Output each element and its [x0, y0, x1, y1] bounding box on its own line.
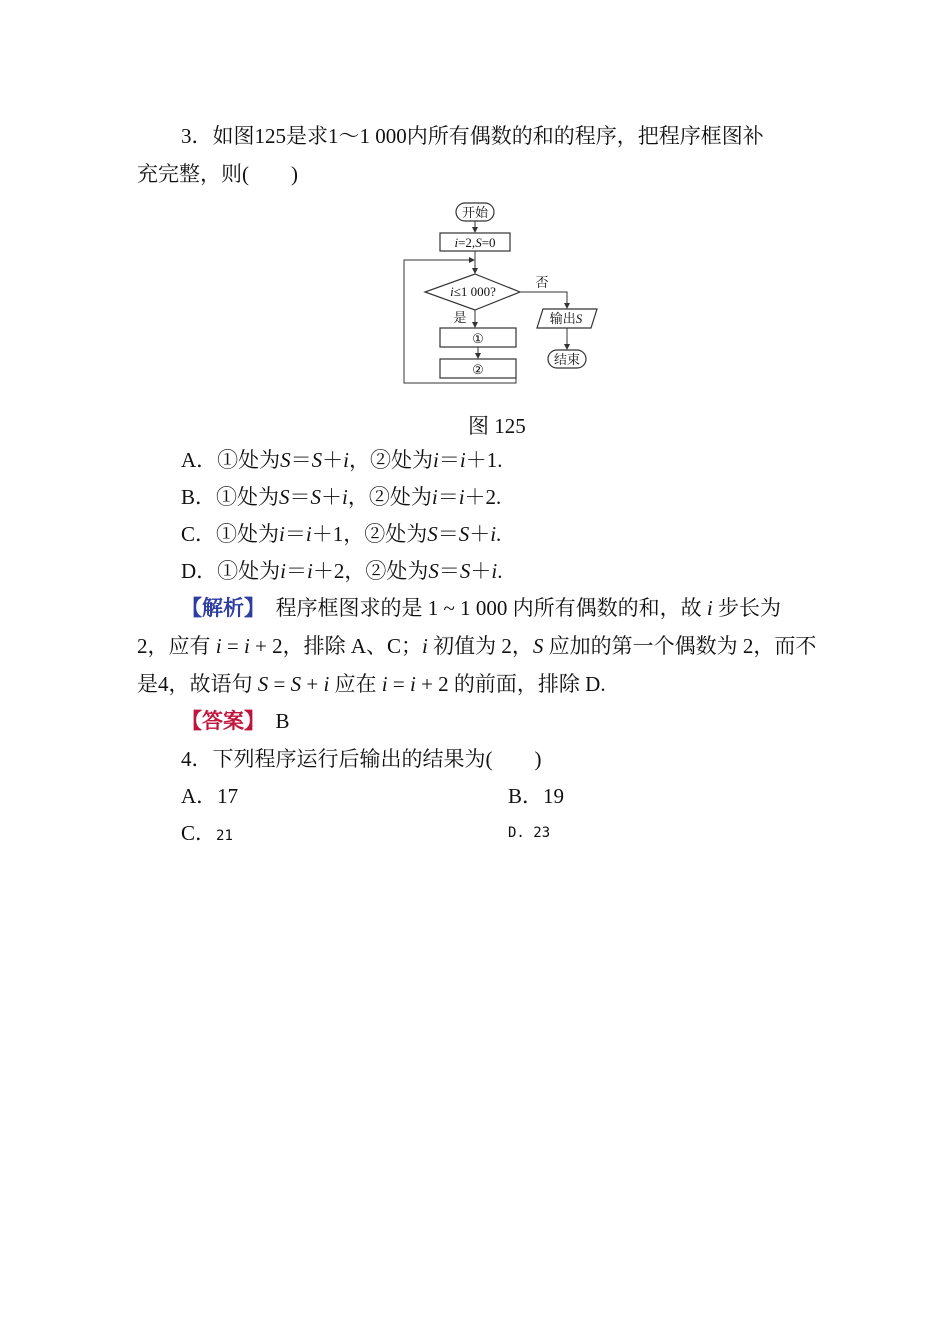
answer-line	[181, 708, 290, 734]
var: i	[307, 559, 313, 583]
option-text: ①处为	[217, 448, 281, 472]
var: S	[290, 672, 302, 696]
var: S	[427, 522, 438, 546]
analysis-text: 应加的第一个偶数为 2，而不	[543, 634, 817, 658]
analysis-line3	[137, 671, 606, 697]
option-text: ＋2，②处为	[312, 559, 429, 583]
op: ＝	[289, 485, 311, 509]
var: i	[433, 448, 439, 472]
var: i	[491, 559, 498, 583]
option-text: ①处为	[217, 559, 281, 583]
option-text: ＋1，②处为	[311, 522, 428, 546]
var: i	[280, 559, 287, 583]
q3-stem-line1: 3．如图125是求1～1 000内所有偶数的和的程序，把程序框图补	[181, 124, 764, 148]
yes-label: 是	[453, 310, 467, 325]
op: ＝	[284, 522, 306, 546]
var: i	[381, 672, 388, 696]
op: ＝	[286, 559, 308, 583]
op: .	[496, 522, 502, 546]
output-label: 输出S	[549, 311, 583, 326]
analysis-line1	[181, 595, 781, 621]
step1-label: ①	[472, 331, 484, 346]
var: i	[458, 485, 465, 509]
q4-option-c	[181, 820, 233, 849]
analysis-text: 应在	[329, 672, 382, 696]
flowchart	[400, 198, 610, 388]
var: i	[431, 485, 438, 509]
end-label: 结束	[553, 352, 581, 367]
option-letter: C．	[181, 821, 217, 845]
var: i	[459, 448, 466, 472]
analysis-text: + 2 的前面，排除 D.	[415, 672, 606, 696]
option-letter: A．	[181, 448, 218, 472]
var: S	[459, 559, 471, 583]
analysis-text: 初值为 2，	[427, 634, 533, 658]
var: S	[280, 448, 291, 472]
var: i	[343, 448, 350, 472]
answer-tag: 【答案】	[181, 709, 255, 733]
op: ＋	[321, 485, 343, 509]
option-letter: C．	[181, 522, 217, 546]
analysis-text: 2，应有	[137, 634, 216, 658]
var: i	[342, 485, 348, 509]
var: i	[243, 634, 250, 658]
op: ＝	[437, 522, 459, 546]
q3-stem-line2: 充完整，则( )	[137, 162, 298, 186]
analysis-text: 程序框图求的是 1 ~ 1 000 内所有偶数的和，故	[254, 596, 707, 620]
var: S	[279, 485, 290, 509]
analysis-text: 是4，故语句	[137, 672, 258, 696]
op: ＋	[469, 522, 491, 546]
op: ＝	[437, 485, 459, 509]
var: S	[311, 448, 323, 472]
op: ＋1.	[465, 448, 503, 472]
var: i	[323, 672, 330, 696]
analysis-tag: 【解析】	[181, 596, 255, 620]
option-text: ①处为	[216, 485, 280, 509]
var: i	[279, 522, 285, 546]
op: ＝	[290, 448, 312, 472]
q3-option-a	[181, 447, 502, 473]
op: ＝	[438, 559, 460, 583]
op: ＋	[470, 559, 492, 583]
var: S	[310, 485, 322, 509]
step2-label: ②	[472, 362, 484, 377]
q4-option-b: B．19	[508, 784, 565, 808]
init-label: i=2,S=0	[454, 235, 496, 250]
analysis-text: +	[301, 672, 324, 696]
var: S	[532, 634, 544, 658]
var: i	[409, 672, 416, 696]
var: i	[215, 634, 222, 658]
option-text: ，②处为	[349, 448, 434, 472]
analysis-text: + 2，排除 A、C；	[249, 634, 423, 658]
var: i	[706, 596, 713, 620]
var: i	[305, 522, 312, 546]
q4-option-a: A．17	[181, 784, 239, 808]
option-value: 21	[216, 828, 233, 844]
q3-option-c	[181, 521, 501, 547]
no-label: 否	[535, 275, 549, 290]
answer-value: B	[254, 709, 290, 733]
start-label: 开始	[461, 205, 489, 220]
op: .	[497, 559, 503, 583]
var: i	[490, 522, 497, 546]
figure-caption: 图 125	[468, 414, 526, 438]
option-text: ①处为	[216, 522, 280, 546]
arrow-no-branch	[520, 292, 567, 308]
var: S	[257, 672, 269, 696]
option-letter: B．	[181, 485, 217, 509]
var: S	[428, 559, 439, 583]
condition-label: i≤1 000?	[450, 284, 496, 299]
analysis-text: =	[268, 672, 291, 696]
option-letter: D．	[181, 559, 218, 583]
op: ＋	[322, 448, 344, 472]
var: i	[422, 634, 428, 658]
q3-option-d	[181, 558, 502, 584]
analysis-text: =	[221, 634, 244, 658]
analysis-text: 步长为	[712, 596, 781, 620]
q4-stem: 4．下列程序运行后输出的结果为( )	[181, 747, 542, 771]
op: ＝	[438, 448, 460, 472]
q4-option-d: D. 23	[508, 825, 551, 841]
q3-option-b	[181, 484, 501, 510]
op: ＋2.	[464, 485, 502, 509]
analysis-line2	[137, 633, 816, 659]
var: S	[458, 522, 470, 546]
option-text: ，②处为	[347, 485, 432, 509]
analysis-text: =	[387, 672, 410, 696]
